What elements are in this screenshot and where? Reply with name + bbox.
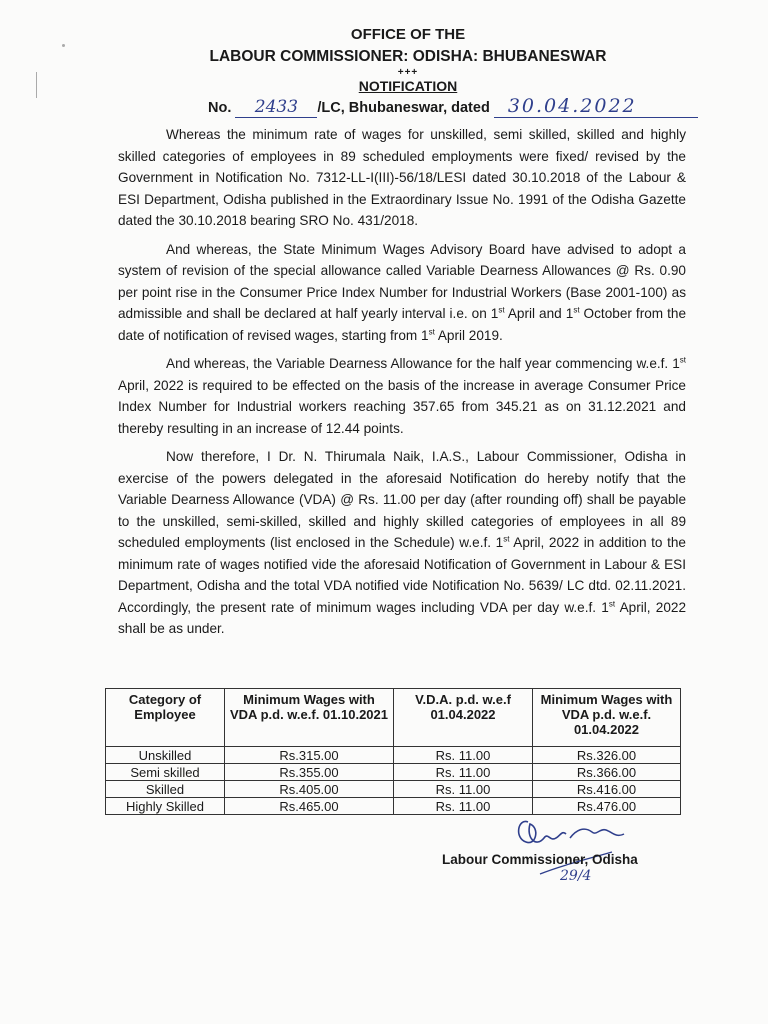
table-row <box>106 747 681 764</box>
table-cell: Rs.315.00 <box>225 747 394 764</box>
reference-prefix: No. <box>208 100 232 116</box>
table-header-row <box>106 689 681 747</box>
table-row <box>106 764 681 781</box>
signature-date: 29/4 <box>560 868 592 884</box>
table-cell: Rs.465.00 <box>225 798 394 815</box>
table-cell: Rs. 11.00 <box>394 798 533 815</box>
office-subheading: LABOUR COMMISSIONER: ODISHA: BHUBANESWAR <box>209 48 607 65</box>
paragraph-2: And whereas, the State Minimum Wages Advisory Board have advised to adopt a system of revision of the special allowance called Variable Dearness Allowances @ Rs. 0.90 per point rise in the Consumer Price Index Number for Industrial Workers (Base 2001-100) as admissible and shall be declared at half yearly interval i.e. on 1st April and 1st October from the date of notification of revised wages, starting from 1st April 2019. <box>118 241 687 343</box>
column-header: Minimum Wages with VDA p.d. w.e.f. 01.04.2022 <box>533 689 681 747</box>
signatory-title: Labour Commissioner, Odisha <box>442 852 638 867</box>
table-cell: Skilled <box>106 781 225 798</box>
paragraph-3: And whereas, the Variable Dearness Allowance for the half year commencing w.e.f. 1st April, 2022 is required to be effected on the basis of the increase in average Consumer Price Index Number for Industrial workers reaching 357.65 from 345.21 as on 31.12.2021 and thereby resulting in an increase of 12.44 points. <box>118 355 686 436</box>
signature-scribble <box>500 808 660 888</box>
table-cell: Rs. 11.00 <box>394 781 533 798</box>
paragraph-4: Now therefore, I Dr. N. Thirumala Naik, I.A.S., Labour Commissioner, Odisha in exercise of the powers delegated in the aforesaid Notification do hereby notify that the Variable Dearness Allowance (VDA) @ Rs. 11.00 per day (after rounding off) shall be payable to the unskilled, semi-skilled, skilled and highly skilled categories of employees in all 89 scheduled employments (list enclosed in the Schedule) w.e.f. 1st April, 2022 in addition to the minimum rate of wages notified vide the aforesaid Notification of Government in Labour & ESI Department, Odisha and the total VDA notified vide Notification No. 5639/ LC dtd. 02.11.2021. Accordingly, the present rate of minimum wages including VDA per day w.e.f. 1st April, 2022 shall be as under. <box>118 449 687 636</box>
reference-middle: /LC, Bhubaneswar, dated <box>317 100 490 116</box>
table-cell: Rs.405.00 <box>225 781 394 798</box>
table-row <box>106 781 681 798</box>
table-cell: Rs.366.00 <box>533 764 681 781</box>
table-cell: Rs.416.00 <box>533 781 681 798</box>
notification-title: NOTIFICATION <box>358 78 458 94</box>
table-cell: Rs.326.00 <box>533 747 681 764</box>
office-heading: OFFICE OF THE <box>350 26 466 43</box>
table-cell: Rs.476.00 <box>533 798 681 815</box>
notification-body <box>118 124 686 640</box>
table-cell: Rs.355.00 <box>225 764 394 781</box>
table-cell: Unskilled <box>106 747 225 764</box>
paragraph-1: Whereas the minimum rate of wages for unskilled, semi skilled, skilled and highly skilled categories of employees in 89 scheduled employments were fixed/ revised by the Government in Notification No. 7312-LL-I(III)-56/18/LESI dated 30.10.2018 of the Labour & ESI Department, Odisha published in the Extraordinary Issue No. 1991 of the Odisha Gazette dated the 30.10.2018 bearing SRO No. 431/2018. <box>118 127 686 228</box>
table-cell: Rs. 11.00 <box>394 764 533 781</box>
handwritten-date: 30.04.2022 <box>494 95 698 118</box>
column-header: Minimum Wages with VDA p.d. w.e.f. 01.10.2021 <box>225 689 394 747</box>
scan-mark <box>62 44 65 47</box>
reference-line <box>208 95 698 118</box>
table-cell: Highly Skilled <box>106 798 225 815</box>
table-cell: Semi skilled <box>106 764 225 781</box>
table-cell: Rs. 11.00 <box>394 747 533 764</box>
column-header: Category of Employee <box>106 689 225 747</box>
handwritten-number: 2433 <box>235 97 317 118</box>
column-header: V.D.A. p.d. w.e.f 01.04.2022 <box>394 689 533 747</box>
wages-table <box>105 688 681 815</box>
ornament: +++ <box>397 67 419 78</box>
